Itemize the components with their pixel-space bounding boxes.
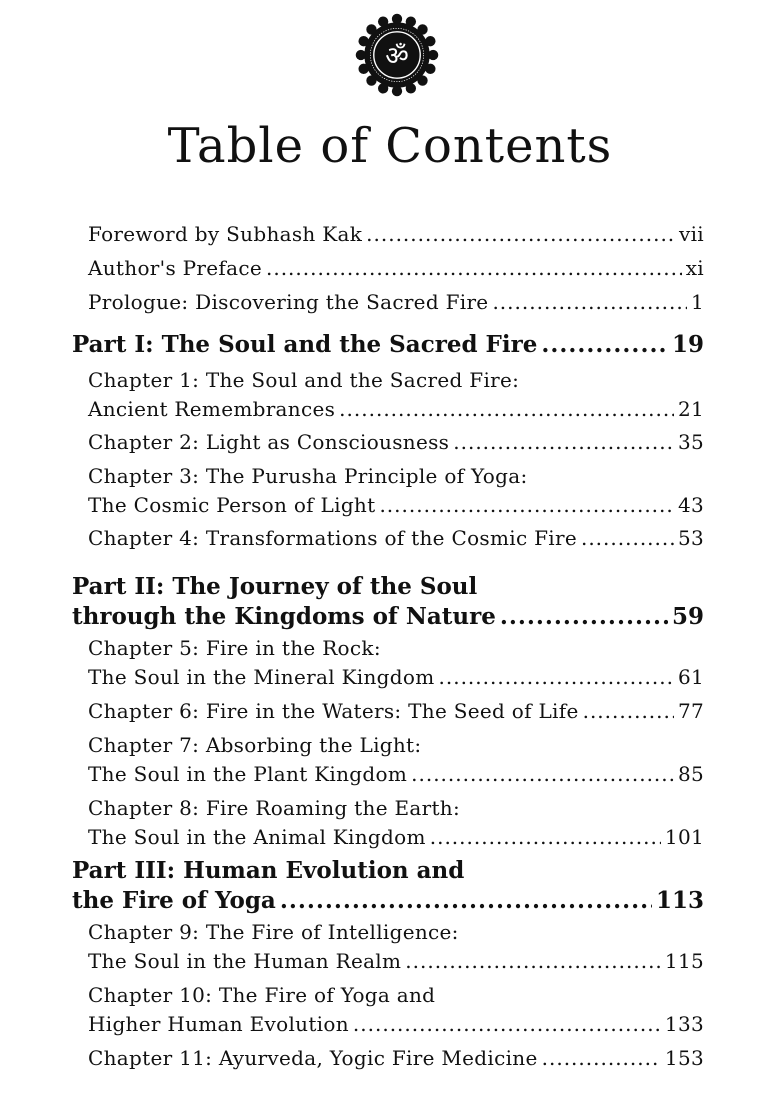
toc-chapter-entry[interactable] [88,288,704,317]
toc-page-number: 1 [690,290,704,314]
toc-entry-title: Part I: The Soul and the Sacred Fire [72,331,538,358]
toc-entry-title: Chapter 4: Transformations of the Cosmic Fire [88,526,577,550]
dot-leader [492,288,687,317]
toc-entry-title: Part III: Human Evolution and [72,857,465,884]
toc-entry-title: The Cosmic Person of Light [88,493,376,517]
toc-page-number: 115 [664,949,704,973]
toc-page-number: 77 [677,699,704,723]
toc-entry-title: Chapter 8: Fire Roaming the Earth: [88,796,461,820]
toc-entry-title: Chapter 2: Light as Consciousness [88,430,450,454]
toc-page-number: 59 [671,603,704,630]
toc-page-number: 19 [671,331,704,358]
toc-entry-title: through the Kingdoms of Nature [72,603,496,630]
toc-entry-title: Chapter 11: Ayurveda, Yogic Fire Medicine [88,1046,538,1070]
toc-entry-title: Chapter 9: The Fire of Intelligence: [88,920,459,944]
dot-leader [339,395,674,424]
dot-leader [583,697,674,726]
dot-leader [581,524,674,553]
toc-page-number: 53 [677,526,704,550]
toc-chapter-entry[interactable] [88,366,704,424]
toc-page-number: 101 [664,825,704,849]
toc-part-entry[interactable] [72,330,704,360]
toc-chapter-entry[interactable] [88,731,704,789]
toc-page-number: 85 [677,762,704,786]
toc-part-entry[interactable] [72,572,704,632]
toc-page-number: xi [685,256,704,280]
toc-entry-title: Chapter 7: Absorbing the Light: [88,733,422,757]
toc-page-number: 35 [677,430,704,454]
toc-page-number: vii [679,222,704,246]
svg-text:ॐ: ॐ [385,41,409,72]
toc-entry-title: Chapter 5: Fire in the Rock: [88,636,381,660]
dot-leader [500,602,668,632]
toc-entry-title: The Soul in the Mineral Kingdom [88,665,435,689]
toc-chapter-entry[interactable] [88,254,704,283]
toc-chapter-entry[interactable] [88,524,704,553]
toc-page-number: 61 [677,665,704,689]
dot-leader [453,428,674,457]
toc-part-entry[interactable] [72,856,704,916]
toc-chapter-entry[interactable] [88,634,704,692]
dot-leader [411,760,674,789]
toc-page-number: 43 [677,493,704,517]
toc-entry-title: Higher Human Evolution [88,1012,349,1036]
toc-entry-title: Ancient Remembrances [88,397,336,421]
toc-entry-title: Author's Preface [88,256,262,280]
toc-page-number: 153 [664,1046,704,1070]
dot-leader [542,1044,661,1073]
toc-entry-title: Chapter 1: The Soul and the Sacred Fire: [88,368,520,392]
dot-leader [405,947,661,976]
toc-page-number: 113 [655,887,704,914]
toc-chapter-entry[interactable] [88,697,704,726]
dot-leader [439,663,674,692]
toc-entry-title: Part II: The Journey of the Soul [72,573,478,600]
toc-chapter-entry[interactable] [88,1044,704,1073]
toc-chapter-entry[interactable] [88,220,704,249]
toc-chapter-entry[interactable] [88,462,704,520]
toc-entry-title: The Soul in the Human Realm [88,949,402,973]
toc-entry-title: The Soul in the Animal Kingdom [88,825,426,849]
dot-leader [266,254,682,283]
toc-chapter-entry[interactable] [88,794,704,852]
toc-entry-title: Chapter 10: The Fire of Yoga and [88,983,436,1007]
toc-entry-title: Chapter 6: Fire in the Waters: The Seed of Life [88,699,579,723]
dot-leader [541,330,668,360]
dot-leader [430,823,661,852]
toc-chapter-entry[interactable] [88,981,704,1039]
toc-page-number: 21 [677,397,704,421]
toc-entry-title: Foreword by Subhash Kak [88,222,363,246]
om-emblem-icon [354,12,440,98]
toc-chapter-entry[interactable] [88,428,704,457]
dot-leader [366,220,675,249]
toc-page-number: 133 [664,1012,704,1036]
dot-leader [280,886,652,916]
page-title: Table of Contents [167,118,613,174]
toc-chapter-entry[interactable] [88,918,704,976]
toc-entry-title: Prologue: Discovering the Sacred Fire [88,290,489,314]
toc-entry-title: Chapter 3: The Purusha Principle of Yoga: [88,464,528,488]
dot-leader [353,1010,661,1039]
dot-leader [379,491,673,520]
toc-entry-title: The Soul in the Plant Kingdom [88,762,408,786]
toc-entry-title: the Fire of Yoga [72,887,276,914]
